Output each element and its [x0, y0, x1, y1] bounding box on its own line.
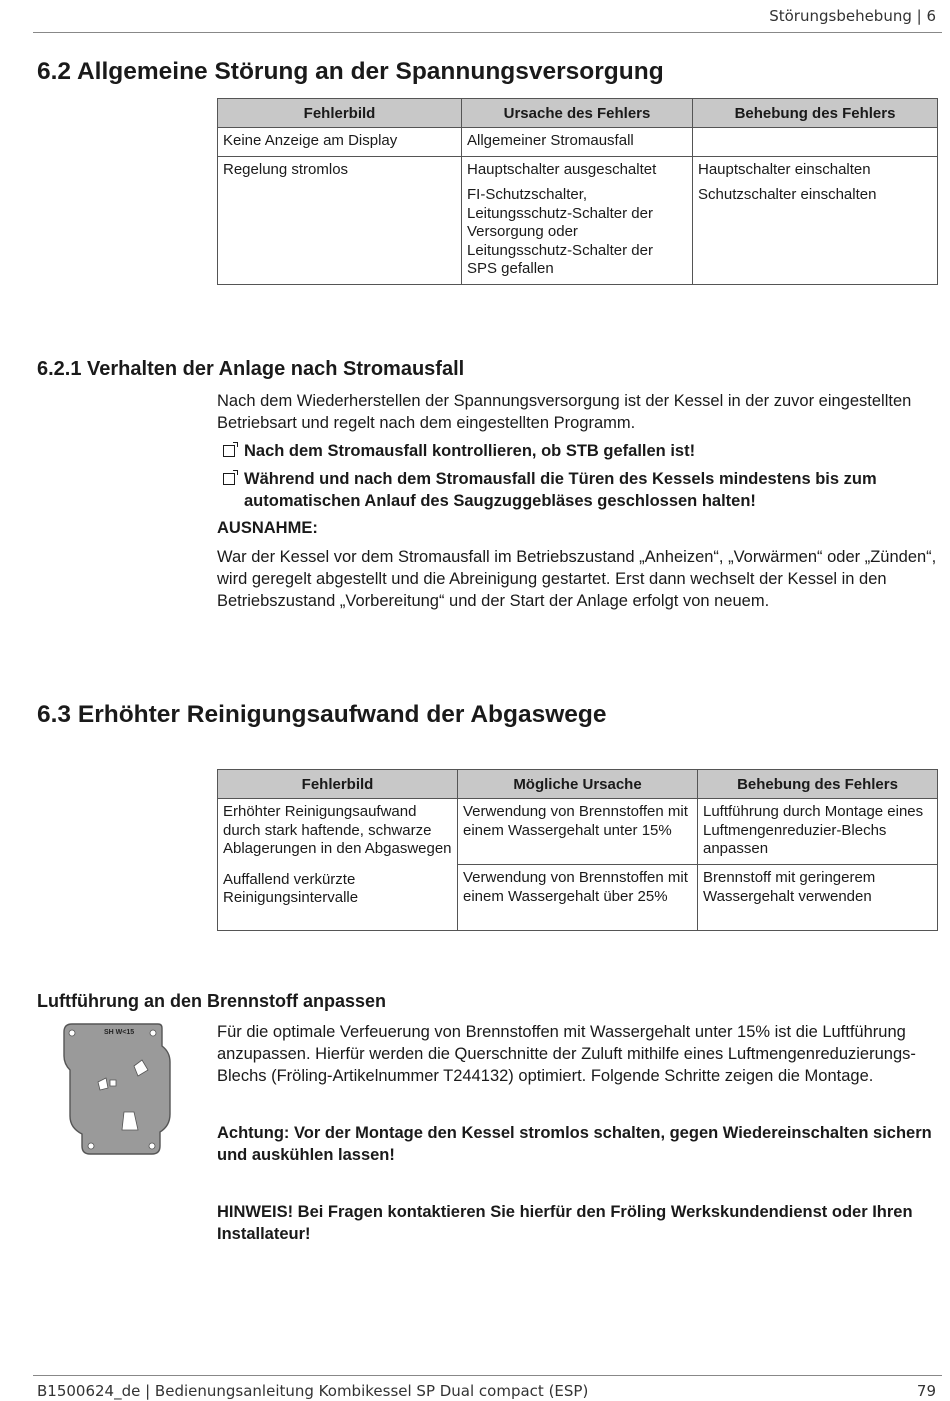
col-header-fehlerbild: Fehlerbild: [218, 99, 462, 128]
reducer-plate-image: [62, 1022, 194, 1158]
header-divider: [33, 32, 942, 33]
exception-paragraph: War der Kessel vor dem Stromausfall im Betriebszustand „Anheizen“, „Vorwärmen“ oder „Zünden“, wird geregelt abgestellt und die Abreinigung gestartet. Erst dann wechselt der Kessel in den Betriebszustand „Vorbereitung“ und der Start der Anlage erfolgt von neuem.: [217, 548, 937, 610]
table-row: [218, 128, 938, 157]
intro-paragraph: Nach dem Wiederherstellen der Spannungsversorgung ist der Kessel in der zuvor eingestellten Betriebsart und regelt nach dem eingestellten Programm.: [217, 392, 912, 432]
cell-behebung: Schutzschalter einschalten: [693, 184, 938, 284]
col-header-ursache: Ursache des Fehlers: [462, 99, 693, 128]
section-luftfuehrung-title: Luftführung an den Brennstoff anpassen: [37, 991, 386, 1011]
check-item-text: Nach dem Stromausfall kontrollieren, ob STB gefallen ist!: [244, 442, 696, 460]
table-6-3: [217, 769, 938, 931]
col-header-behebung: Behebung des Fehlers: [693, 99, 938, 128]
col-header-behebung: Behebung des Fehlers: [698, 770, 938, 799]
exception-label: AUSNAHME:: [217, 519, 318, 537]
footer-divider: [33, 1375, 942, 1376]
col-header-fehlerbild: Fehlerbild: [218, 770, 458, 799]
fehlerbild-text-2: Auffallend verkürzte Reinigungsintervalle: [223, 870, 359, 906]
cell-behebung: Brennstoff mit geringerem Wassergehalt verwenden: [698, 865, 938, 931]
table-row: [218, 156, 938, 184]
table-row: [218, 799, 938, 865]
checkbox-icon: [223, 445, 235, 457]
check-item-text: Während und nach dem Stromausfall die Türen des Kessels mindestens bis zum automatischen Anlauf des Saugzuggebläses geschlossen halten!: [244, 470, 877, 510]
cell-ursache: Verwendung von Brennstoffen mit einem Wassergehalt unter 15%: [458, 799, 698, 865]
cell-fehlerbild: Keine Anzeige am Display: [218, 128, 462, 157]
cell-ursache: Hauptschalter ausgeschaltet: [462, 156, 693, 184]
table-header-row: [218, 99, 938, 128]
running-header: Störungsbehebung | 6: [769, 7, 936, 25]
check-item: [217, 440, 942, 462]
plate-label: SH W<15: [104, 1029, 135, 1036]
cell-behebung: Luftführung durch Montage eines Luftmengenreduzier-Blechs anpassen: [698, 799, 938, 865]
table-row: [218, 184, 938, 284]
section-6-2-1-title: 6.2.1 Verhalten der Anlage nach Stromausfall: [37, 358, 465, 380]
cell-ursache: Verwendung von Brennstoffen mit einem Wassergehalt über 25%: [458, 865, 698, 931]
page-number: 79: [916, 1382, 936, 1400]
cell-fehlerbild: [218, 184, 462, 284]
cell-fehlerbild: Regelung stromlos: [218, 156, 462, 184]
section-6-2-1-body: [217, 390, 942, 612]
luftfuehrung-paragraph: Für die optimale Verfeuerung von Brennstoffen mit Wassergehalt unter 15% ist die Luftführung anzupassen. Hierfür werden die Querschnitte der Zuluft mithilfe eines Luftmengenreduzierungs-Blechs (Fröling-Artikelnummer T244132) optimiert. Folgende Schritte zeigen die Montage.: [217, 1023, 916, 1085]
section-6-2-title: 6.2 Allgemeine Störung an der Spannungsversorgung: [37, 58, 664, 85]
notice-text: HINWEIS! Bei Fragen kontaktieren Sie hierfür den Fröling Werkskundendienst oder Ihren Installateur!: [217, 1203, 913, 1243]
checkbox-icon: [223, 473, 235, 485]
cell-behebung: Hauptschalter einschalten: [693, 156, 938, 184]
cell-fehlerbild: [218, 799, 458, 931]
check-item: [217, 468, 942, 512]
section-luftfuehrung-body: [217, 1021, 942, 1245]
fehlerbild-text-1: Erhöhter Reinigungsaufwand durch stark haftende, schwarze Ablagerungen in den Abgaswegen: [223, 803, 452, 857]
table-6-2: [217, 98, 938, 285]
col-header-ursache: Mögliche Ursache: [458, 770, 698, 799]
footer-document-id: B1500624_de | Bedienungsanleitung Kombikessel SP Dual compact (ESP): [37, 1382, 589, 1400]
section-6-3-title: 6.3 Erhöhter Reinigungsaufwand der Abgaswege: [37, 701, 607, 728]
cell-behebung: [693, 128, 938, 157]
cell-ursache: Allgemeiner Stromausfall: [462, 128, 693, 157]
cell-ursache: FI-Schutzschalter, Leitungsschutz-Schalter der Versorgung oder Leitungsschutz-Schalter der SPS gefallen: [462, 184, 693, 284]
warning-text: Achtung: Vor der Montage den Kessel stromlos schalten, gegen Wiedereinschalten sichern und auskühlen lassen!: [217, 1124, 932, 1164]
table-header-row: [218, 770, 938, 799]
